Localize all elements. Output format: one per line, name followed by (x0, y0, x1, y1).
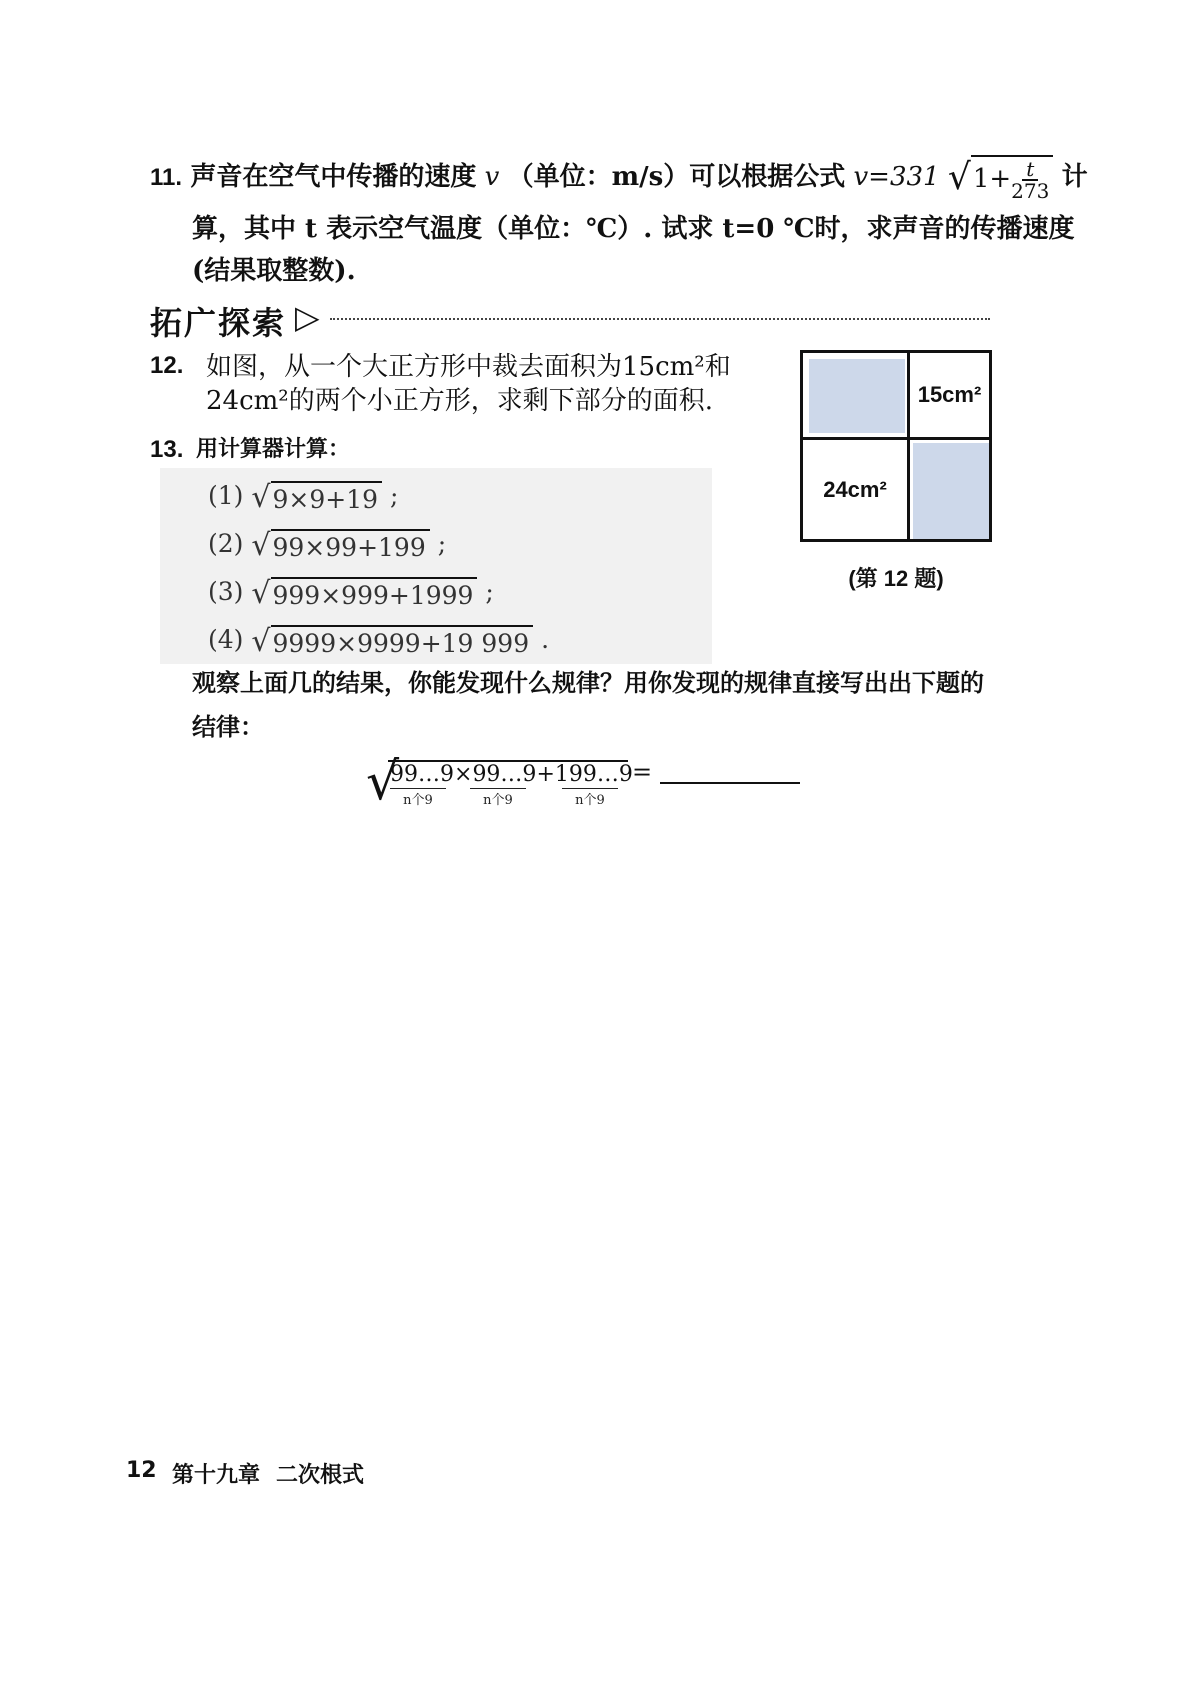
q11-line2: 算，其中 t 表示空气温度（单位：℃）. 试求 t=0 ℃时，求声音的传播速度 (192, 214, 1075, 244)
footer-page-number: 12 (126, 1458, 157, 1483)
final-term-b: 99…9 (472, 762, 537, 787)
q13-number: 13. (150, 436, 184, 463)
footer-chapter: 第十九章 (172, 1463, 261, 1488)
q13-item-2-end: ; (437, 529, 447, 558)
q13-final-expression (366, 752, 666, 822)
q11-line3: (结果取整数). (192, 256, 356, 286)
final-expr-body (390, 762, 633, 788)
q13-item-1-radical (251, 480, 382, 515)
q13-item-1-label: (1) (208, 481, 244, 510)
remaining-region-top-left (809, 359, 905, 433)
q13-item-3-expr: 999×999+1999 (271, 577, 478, 610)
q11-text-after: 计 (1061, 162, 1088, 192)
q12-figure (800, 350, 992, 542)
final-term-a: 99…9 (390, 762, 454, 787)
q11-text-1: 声音在空气中传播的速度 (190, 162, 477, 192)
q12-number: 12. (150, 352, 184, 379)
q13-item-1 (208, 480, 398, 515)
q11-frac-den: 273 (1011, 179, 1050, 203)
brace-b-label: n个9 (483, 793, 513, 808)
q13-item-3-radical (251, 576, 477, 611)
square-15-label: 15cm² (917, 382, 982, 407)
final-times: × (454, 762, 473, 787)
q13-item-2-expr: 99×99+199 (271, 529, 430, 562)
remaining-region-bottom-right (913, 443, 989, 539)
q13-item-2-radical (251, 528, 429, 563)
square-24-label: 24cm² (823, 476, 887, 502)
q13-item-4-expr: 9999×9999+19 999 (271, 625, 534, 658)
final-equals: = (632, 758, 653, 786)
radical-icon: √ (251, 624, 271, 659)
radical-icon: √ (251, 528, 271, 563)
radical-icon: √ (251, 480, 271, 515)
q11-line1 (150, 155, 1088, 201)
footer-title: 二次根式 (276, 1463, 365, 1488)
q13-item-2 (208, 528, 446, 563)
q13-item-4-end: . (541, 625, 550, 654)
radical-icon: √ (947, 157, 971, 198)
final-plus: +1 (536, 762, 569, 787)
answer-blank[interactable] (660, 782, 800, 784)
q13-observe-line1: 观察上面几的结果，你能发现什么规律？用你发现的规律直接写出出下题的 (192, 668, 984, 697)
brace-a (390, 788, 446, 808)
q13-item-4 (208, 624, 549, 659)
q13-item-1-expr: 9×9+19 (271, 481, 383, 514)
q11-frac-num: t (1022, 159, 1038, 181)
q13-intro: 用计算器计算： (196, 436, 351, 462)
brace-b (470, 788, 526, 808)
q11-one-plus: 1+ (972, 164, 1012, 194)
radical-icon: √ (366, 752, 400, 812)
q13-item-2-label: (2) (208, 529, 244, 558)
q11-formula-lhs: v=331 (853, 162, 940, 192)
final-term-c: 99…9 (568, 762, 633, 787)
q13-item-4-radical (251, 624, 533, 659)
q13-item-3 (208, 576, 494, 611)
q11-var-v: v (484, 162, 500, 192)
q13-item-3-label: (3) (208, 577, 244, 606)
brace-c (562, 788, 618, 808)
q12-line1: 如图，从一个大正方形中裁去面积为15cm²和 (206, 352, 731, 382)
radical-icon: √ (251, 576, 271, 611)
q13-item-1-end: ; (389, 481, 399, 510)
q13-observe-line2: 结律： (192, 712, 264, 741)
section-divider (330, 318, 990, 320)
q11-radical (948, 155, 1053, 201)
section-title: 拓广探索 (150, 304, 287, 342)
q13-item-4-label: (4) (208, 625, 244, 654)
section-arrow-icon: ▷ (295, 298, 322, 336)
q12-line2: 24cm²的两个小正方形，求剩下部分的面积. (206, 386, 713, 416)
q11-fraction (1011, 159, 1049, 201)
q11-number: 11. (150, 164, 183, 191)
q11-unit: （单位：m/s）可以根据公式 (507, 162, 846, 192)
q13-item-3-end: ; (485, 577, 494, 606)
brace-a-label: n个9 (403, 793, 433, 808)
brace-c-label: n个9 (575, 793, 605, 808)
q12-caption: (第 12 题) (848, 566, 944, 591)
